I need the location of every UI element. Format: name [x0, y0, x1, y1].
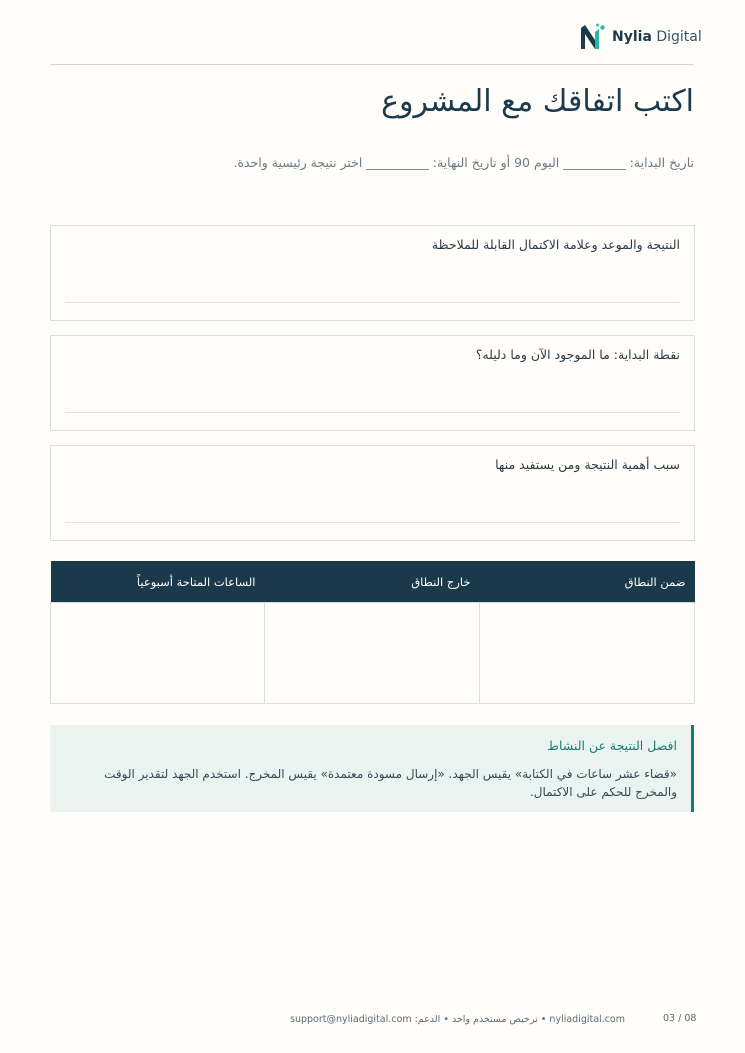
outcome-field[interactable] — [50, 225, 695, 321]
scope-table-header — [51, 561, 695, 603]
starting-point-field-label: نقطة البداية: ما الموجود الآن وما دليله؟ — [475, 347, 680, 362]
scope-table — [50, 561, 695, 704]
nylia-logo-icon — [578, 22, 608, 52]
writing-line — [65, 302, 680, 303]
table-row — [51, 603, 695, 704]
callout-body: «قضاء عشر ساعات في الكتابة» يقيس الجهد. «إرسال مسودة معتمدة» يقيس المخرج. استخدم الجهد لتقدير الوقت والمخرج للحكم على الاكتمال. — [104, 767, 677, 799]
page-title: اكتب اتفاقك مع المشروع — [381, 84, 694, 119]
header-out-of-scope: خارج النطاق — [265, 561, 480, 603]
brand-logo[interactable] — [578, 22, 702, 52]
outcome-field-label: النتيجة والموعد وعلامة الاكتمال القابلة للملاحظة — [431, 237, 680, 252]
in-scope-cell[interactable] — [480, 603, 695, 704]
importance-field-label: سبب أهمية النتيجة ومن يستفيد منها — [495, 457, 680, 472]
brand-name: Nylia Digital — [612, 29, 702, 45]
header-weekly-hours: الساعات المتاحة أسبوعياً — [51, 561, 265, 603]
page-number: 03 / 08 — [663, 1013, 697, 1024]
writing-line — [65, 412, 680, 413]
footer-text: nyliadigital.com • ترخيص مستخدم واحد • الدعم: support@nyliadigital.com — [290, 1014, 625, 1025]
header-in-scope: ضمن النطاق — [480, 561, 695, 603]
callout-title: افصل النتيجة عن النشاط — [547, 738, 677, 753]
writing-line — [65, 522, 680, 523]
starting-point-field[interactable] — [50, 335, 695, 431]
importance-field[interactable] — [50, 445, 695, 541]
date-instructions: تاريخ البداية: __________ اليوم 90 أو تاريخ النهاية: __________ اختر نتيجة رئيسية واحدة. — [233, 155, 694, 170]
header-divider — [50, 64, 694, 65]
tip-callout — [50, 725, 694, 812]
weekly-hours-cell[interactable] — [51, 603, 265, 704]
out-of-scope-cell[interactable] — [265, 603, 480, 704]
